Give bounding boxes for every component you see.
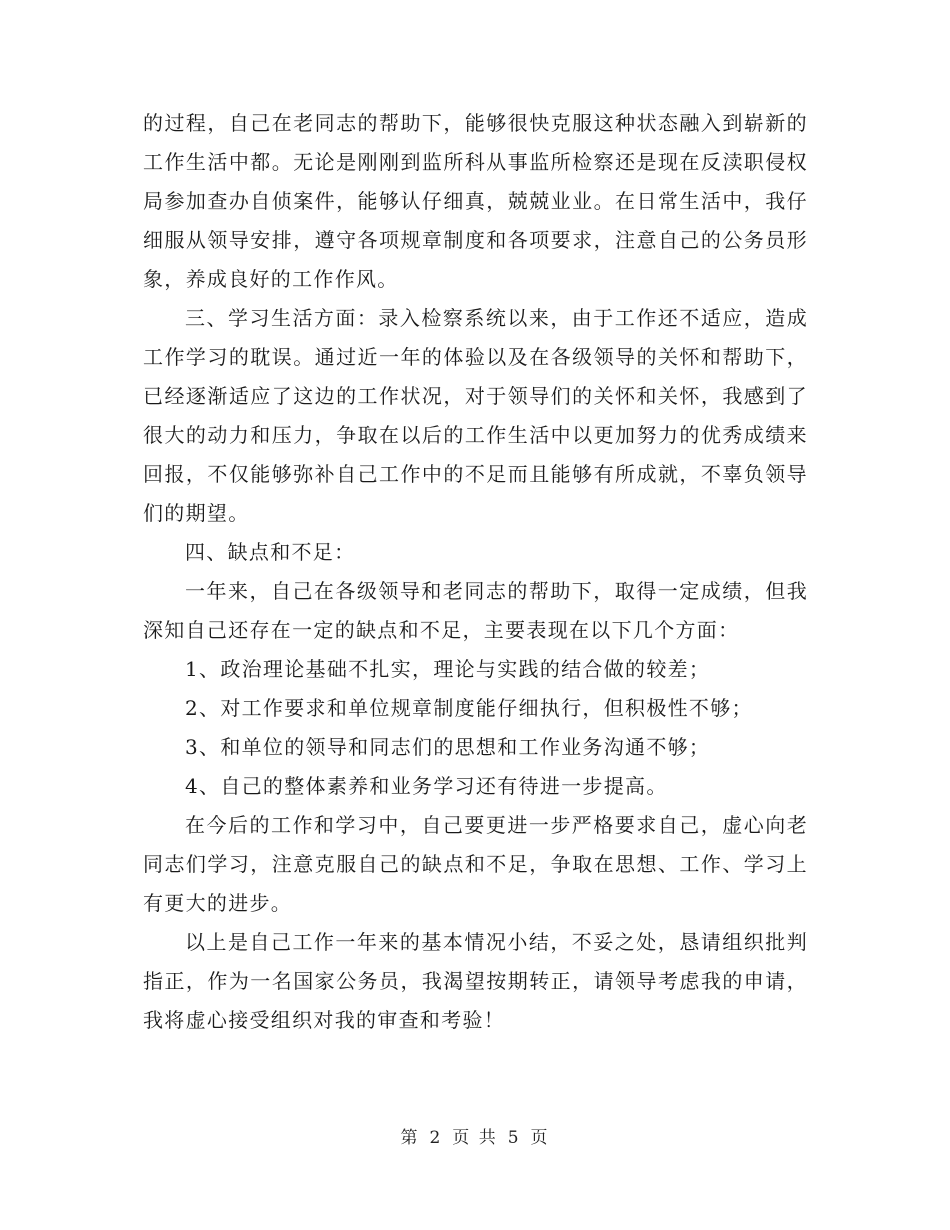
paragraph-conclusion: 以上是自己工作一年来的基本情况小结，不妥之处，恳请组织批判指正，作为一名国家公务员，我渴望按期转正，请领导考虑我的申请，我将虚心接受组织对我的审查和考验！ — [143, 930, 808, 1032]
list-item: 2、对工作要求和单位规章制度能仔细执行，但积极性不够； — [185, 696, 753, 720]
footer-middle: 页 共 — [452, 1128, 498, 1148]
list-item: 3、和单位的领导和同志们的思想和工作业务沟通不够； — [185, 735, 711, 759]
footer-current-page: 2 — [429, 1128, 443, 1148]
heading-shortcomings: 四、缺点和不足： — [185, 540, 356, 564]
document-body — [143, 104, 808, 1040]
list-item: 4、自己的整体素养和业务学习还有待进一步提高。 — [185, 774, 668, 798]
list-item: 1、政治理论基础不扎实，理论与实践的结合做的较差； — [185, 657, 711, 681]
footer-total-pages: 5 — [507, 1128, 521, 1148]
paragraph-shortcomings-intro: 一年来，自己在各级领导和老同志的帮助下，取得一定成绩，但我深知自己还存在一定的缺点和不足，主要表现在以下几个方面： — [143, 579, 808, 642]
paragraph-study-life: 三、学习生活方面：录入检察系统以来，由于工作还不适应，造成工作学习的耽误。通过近一年的体验以及在各级领导的关怀和帮助下，已经逐渐适应了这边的工作状况，对于领导们的关怀和关怀，我感到了很大的动力和压力，争取在以后的工作生活中以更加努力的优秀成绩来回报，不仅能够弥补自己工作中的不足而且能够有所成就，不辜负领导们的期望。 — [143, 306, 808, 525]
footer-prefix: 第 — [400, 1128, 420, 1148]
footer-suffix: 页 — [530, 1128, 550, 1148]
page-footer — [0, 1123, 950, 1148]
paragraph-future-plan: 在今后的工作和学习中，自己要更进一步严格要求自己，虚心向老同志们学习，注意克服自己的缺点和不足，争取在思想、工作、学习上有更大的进步。 — [143, 813, 808, 915]
paragraph-continuation: 的过程，自己在老同志的帮助下，能够很快克服这种状态融入到崭新的工作生活中都。无论是刚刚到监所科从事监所检察还是现在反渎职侵权局参加查办自侦案件，能够认仔细真，兢兢业业。在日常生活中，我仔细服从领导安排，遵守各项规章制度和各项要求，注意自己的公务员形象，养成良好的工作作风。 — [143, 111, 808, 291]
